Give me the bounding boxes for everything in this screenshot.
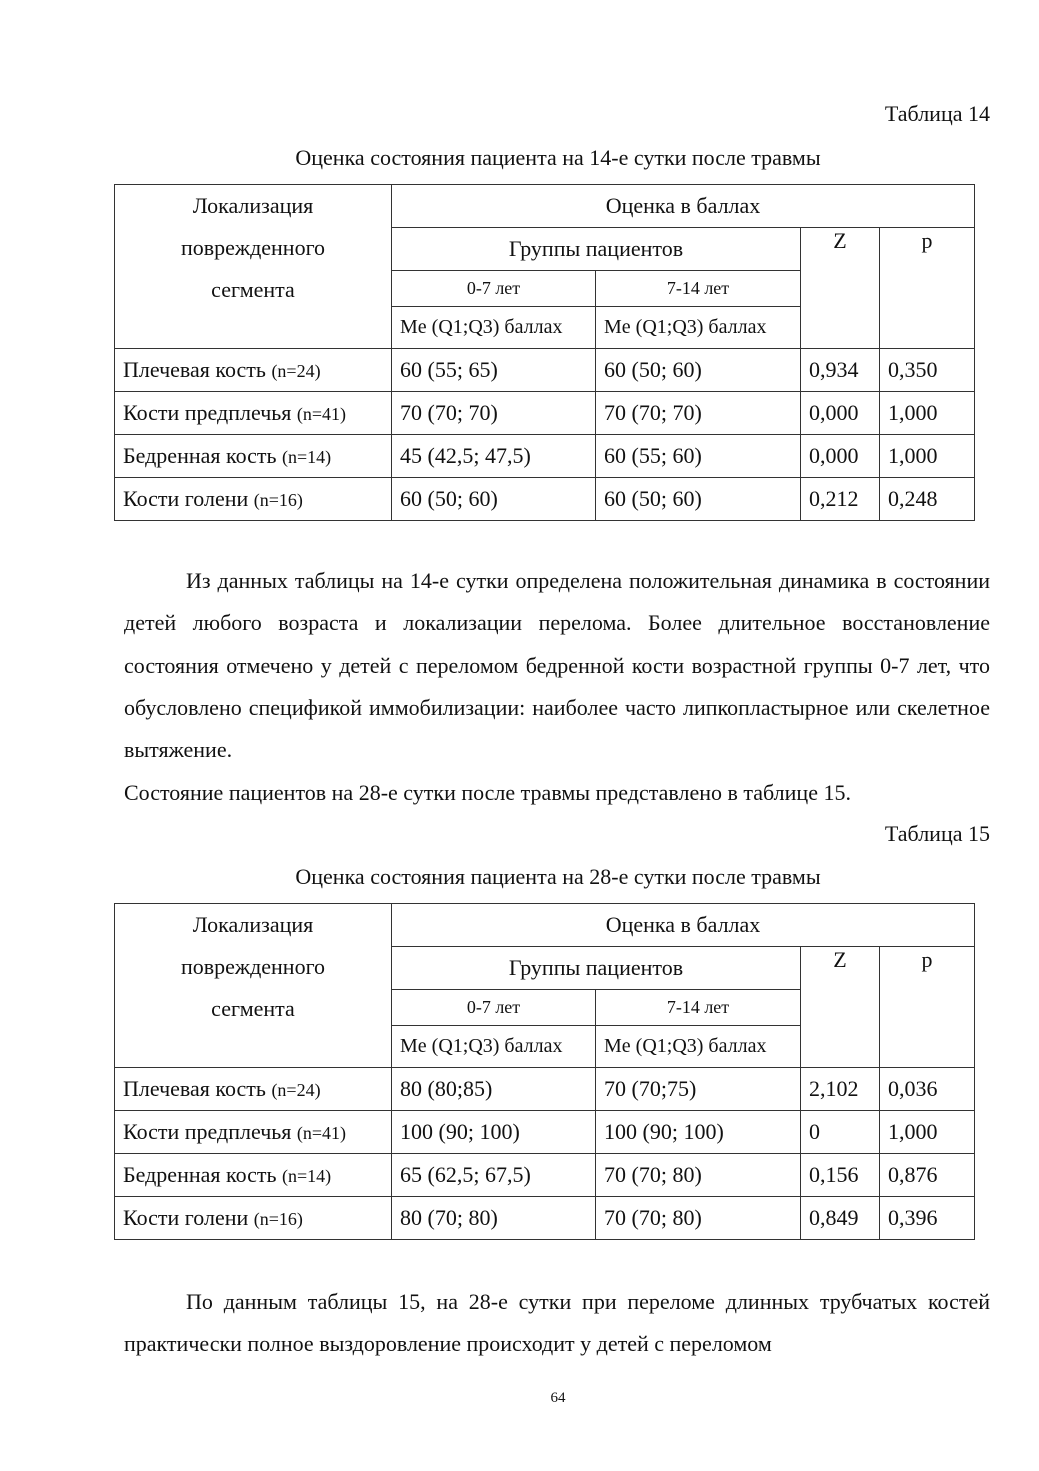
body-paragraph: [124, 772, 990, 814]
header-me-1: Me (Q1;Q3) баллах: [392, 1026, 596, 1068]
header-location-line: поврежденного: [180, 235, 326, 260]
header-location-line: Локализация: [192, 193, 314, 218]
cell-group1: 45 (42,5; 47,5): [392, 435, 596, 478]
header-groups: Группы пациентов: [392, 947, 801, 990]
cell-location-n: (n=24): [271, 1080, 321, 1100]
cell-group1: 80 (70; 80): [392, 1197, 596, 1240]
header-location-line: Локализация: [192, 912, 314, 937]
cell-z: 2,102: [801, 1068, 880, 1111]
paragraph-text: По данным таблицы 15, на 28-е сутки при переломе длинных трубчатых костей практически полное выздоровление происходит у детей с переломом: [124, 1289, 990, 1357]
page-number: 64: [550, 1390, 566, 1406]
header-location-line: сегмента: [211, 996, 295, 1021]
cell-group2: 100 (90; 100): [596, 1111, 801, 1154]
cell-location: [115, 349, 392, 392]
table-row: [115, 478, 975, 521]
body-paragraph: [124, 1281, 990, 1366]
cell-location-n: (n=14): [282, 447, 332, 467]
cell-z: 0,156: [801, 1154, 880, 1197]
cell-z: 0,000: [801, 392, 880, 435]
cell-location-name: Бедренная кость: [123, 1162, 277, 1187]
table-row: [115, 1197, 975, 1240]
table-14: [114, 184, 975, 521]
table-caption: Таблица 14: [884, 101, 990, 126]
cell-p: 0,396: [880, 1197, 975, 1240]
table-row: [115, 1068, 975, 1111]
header-location: [115, 185, 392, 349]
cell-group1: 80 (80;85): [392, 1068, 596, 1111]
header-location-line: сегмента: [211, 277, 295, 302]
cell-group2: 70 (70;75): [596, 1068, 801, 1111]
cell-location-n: (n=24): [271, 361, 321, 381]
table-row: [115, 1154, 975, 1197]
table-title: Оценка состояния пациента на 14-е сутки после травмы: [295, 145, 821, 170]
header-location: [115, 904, 392, 1068]
header-score: Оценка в баллах: [392, 185, 975, 228]
cell-group2: 70 (70; 80): [596, 1197, 801, 1240]
header-me-2: Me (Q1;Q3) баллах: [596, 307, 801, 349]
cell-group1: 60 (50; 60): [392, 478, 596, 521]
paragraph-text: Из данных таблицы на 14-е сутки определена положительная динамика в состоянии детей любого возраста и локализации перелома. Более длительное восстановление состояния отмечено у детей с переломом бедренной кости возрастной группы 0-7 лет, что обусловлено спецификой иммобилизации: наиболее часто липкопластырное или скелетное вытяжение.: [124, 568, 990, 763]
cell-p: 0,036: [880, 1068, 975, 1111]
cell-z: 0: [801, 1111, 880, 1154]
header-me-1: Me (Q1;Q3) баллах: [392, 307, 596, 349]
cell-location: [115, 1197, 392, 1240]
header-p: p: [880, 947, 975, 1068]
cell-location: [115, 435, 392, 478]
header-z: Z: [801, 228, 880, 349]
cell-location: [115, 478, 392, 521]
cell-group1: 70 (70; 70): [392, 392, 596, 435]
cell-p: 0,350: [880, 349, 975, 392]
cell-location-n: (n=16): [253, 1209, 303, 1229]
header-p: p: [880, 228, 975, 349]
header-z: Z: [801, 947, 880, 1068]
cell-location-name: Кости предплечья: [123, 1119, 292, 1144]
cell-location-name: Кости голени: [123, 486, 249, 511]
cell-location: [115, 392, 392, 435]
cell-z: 0,849: [801, 1197, 880, 1240]
table-caption: Таблица 15: [884, 821, 990, 846]
table-row: [115, 349, 975, 392]
header-age-0-7: 0-7 лет: [392, 990, 596, 1026]
header-age-7-14: 7-14 лет: [596, 271, 801, 307]
paragraph-text: Состояние пациентов на 28-е сутки после травмы представлено в таблице 15.: [124, 780, 851, 805]
header-groups: Группы пациентов: [392, 228, 801, 271]
cell-group2: 60 (50; 60): [596, 478, 801, 521]
table-row: [115, 1111, 975, 1154]
cell-location-name: Плечевая кость: [123, 1076, 266, 1101]
table-15: [114, 903, 975, 1240]
cell-group1: 65 (62,5; 67,5): [392, 1154, 596, 1197]
cell-group1: 60 (55; 65): [392, 349, 596, 392]
cell-location-name: Плечевая кость: [123, 357, 266, 382]
table-title: Оценка состояния пациента на 28-е сутки после травмы: [295, 864, 821, 889]
header-age-0-7: 0-7 лет: [392, 271, 596, 307]
cell-group2: 70 (70; 80): [596, 1154, 801, 1197]
cell-location-name: Бедренная кость: [123, 443, 277, 468]
cell-location: [115, 1111, 392, 1154]
cell-p: 0,248: [880, 478, 975, 521]
cell-group2: 60 (50; 60): [596, 349, 801, 392]
table-row: [115, 392, 975, 435]
cell-z: 0,000: [801, 435, 880, 478]
body-paragraph: [124, 560, 990, 771]
cell-location-n: (n=41): [296, 404, 347, 424]
cell-location: [115, 1068, 392, 1111]
cell-z: 0,212: [801, 478, 880, 521]
header-me-2: Me (Q1;Q3) баллах: [596, 1026, 801, 1068]
header-location-line: поврежденного: [180, 954, 326, 979]
cell-group1: 100 (90; 100): [392, 1111, 596, 1154]
header-score: Оценка в баллах: [392, 904, 975, 947]
cell-group2: 70 (70; 70): [596, 392, 801, 435]
cell-location-n: (n=14): [282, 1166, 332, 1186]
cell-location-name: Кости голени: [123, 1205, 249, 1230]
cell-p: 0,876: [880, 1154, 975, 1197]
cell-location: [115, 1154, 392, 1197]
cell-group2: 60 (55; 60): [596, 435, 801, 478]
cell-p: 1,000: [880, 435, 975, 478]
cell-z: 0,934: [801, 349, 880, 392]
cell-location-name: Кости предплечья: [123, 400, 292, 425]
cell-p: 1,000: [880, 1111, 975, 1154]
table-row: [115, 435, 975, 478]
cell-location-n: (n=16): [253, 490, 303, 510]
cell-p: 1,000: [880, 392, 975, 435]
header-age-7-14: 7-14 лет: [596, 990, 801, 1026]
cell-location-n: (n=41): [296, 1123, 347, 1143]
